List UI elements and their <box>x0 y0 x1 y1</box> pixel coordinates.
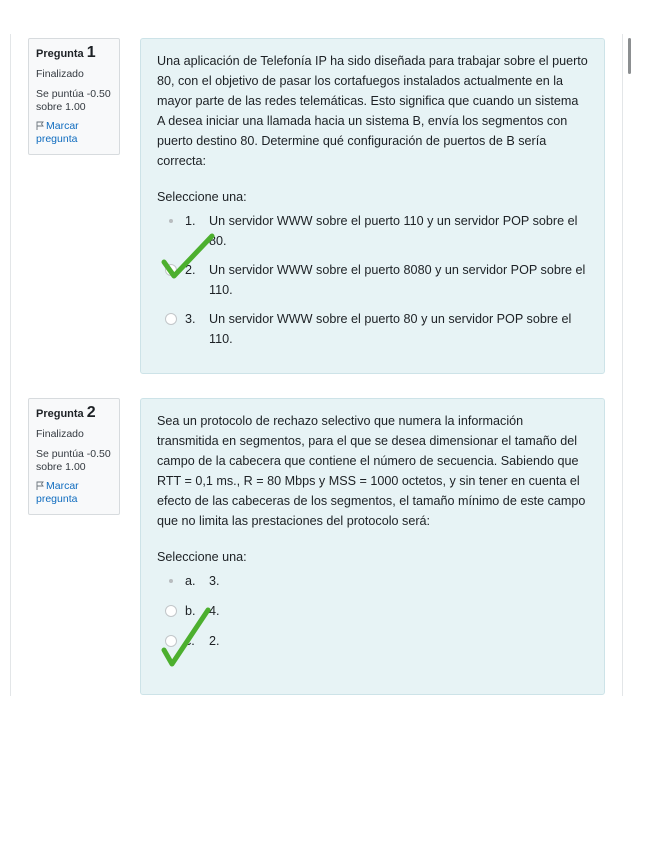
option-number: 3. <box>185 312 196 326</box>
flag-label: Marcar pregunta <box>36 480 79 505</box>
option-number: 1. <box>185 214 196 228</box>
flag-question-link[interactable] <box>36 120 113 146</box>
radio-option-a[interactable] <box>165 575 177 587</box>
page-frame-right <box>622 34 623 696</box>
question-grade: Se puntúa -0.50 sobre 1.00 <box>36 448 111 473</box>
page-frame-left <box>10 34 11 696</box>
radio-option-b[interactable] <box>165 605 177 617</box>
option-number: a. <box>185 574 196 588</box>
scrollbar-thumb[interactable] <box>628 38 631 74</box>
question-number: 1 <box>86 44 96 61</box>
option-number: c. <box>185 634 195 648</box>
option-text: Un servidor WWW sobre el puerto 8080 y un servidor POP sobre el 110. <box>209 263 586 297</box>
option-text: 3. <box>209 574 220 588</box>
question-2-content <box>140 398 605 695</box>
question-grade: Se puntúa -0.50 sobre 1.00 <box>36 88 111 113</box>
answer-prompt: Seleccione una: <box>157 190 247 204</box>
flag-icon <box>36 481 44 490</box>
answer-option-c[interactable] <box>157 631 588 651</box>
question-state: Finalizado <box>36 68 84 80</box>
question-1-content <box>140 38 605 374</box>
question-state: Finalizado <box>36 428 84 440</box>
answer-prompt: Seleccione una: <box>157 550 247 564</box>
radio-option-2[interactable] <box>165 264 177 276</box>
option-text: Un servidor WWW sobre el puerto 110 y un servidor POP sobre el 80. <box>209 214 578 248</box>
radio-option-3[interactable] <box>165 313 177 325</box>
question-1-info <box>28 38 120 155</box>
radio-option-1[interactable] <box>165 215 177 227</box>
option-number: 2. <box>185 263 196 277</box>
question-text: Una aplicación de Telefonía IP ha sido diseñada para trabajar sobre el puerto 80, con el objetivo de pasar los cortafuegos instalados actualmente en la mayor parte de las redes telemáticas. Esto significa que cuando un sistema A desea iniciar una llamada hacia un sistema B, envía los segmentos con puerto destino 80. Determine qué configuración de puertos de B sería correcta: <box>157 54 588 168</box>
answer-option-2[interactable] <box>157 260 588 300</box>
question-2-title <box>36 405 113 422</box>
answer-option-1[interactable] <box>157 211 588 251</box>
answer-option-a[interactable] <box>157 571 588 591</box>
flag-label: Marcar pregunta <box>36 120 79 145</box>
radio-option-c[interactable] <box>165 635 177 647</box>
option-text: Un servidor WWW sobre el puerto 80 y un servidor POP sobre el 110. <box>209 312 572 346</box>
answer-option-3[interactable] <box>157 309 588 349</box>
question-1-title <box>36 45 113 62</box>
option-number: b. <box>185 604 196 618</box>
option-text: 2. <box>209 634 220 648</box>
question-label: Pregunta <box>36 48 84 60</box>
question-text: Sea un protocolo de rechazo selectivo que numera la información transmitida en segmentos, para el que se desea dimensionar el tamaño del campo de la cabecera que contiene el número de secuencia. Sabiendo que RTT = 0,1 ms., R = 80 Mbps y MSS = 1000 octetos, y sin tener en cuenta el efecto de las cabeceras de los segmentos, el tamaño mínimo de este campo que no limita las prestaciones del protocolo será: <box>157 414 586 528</box>
question-2-info <box>28 398 120 515</box>
option-text: 4. <box>209 604 220 618</box>
question-number: 2 <box>86 404 96 421</box>
flag-icon <box>36 121 44 130</box>
question-label: Pregunta <box>36 408 84 420</box>
answer-option-b[interactable] <box>157 601 588 621</box>
flag-question-link[interactable] <box>36 480 113 506</box>
